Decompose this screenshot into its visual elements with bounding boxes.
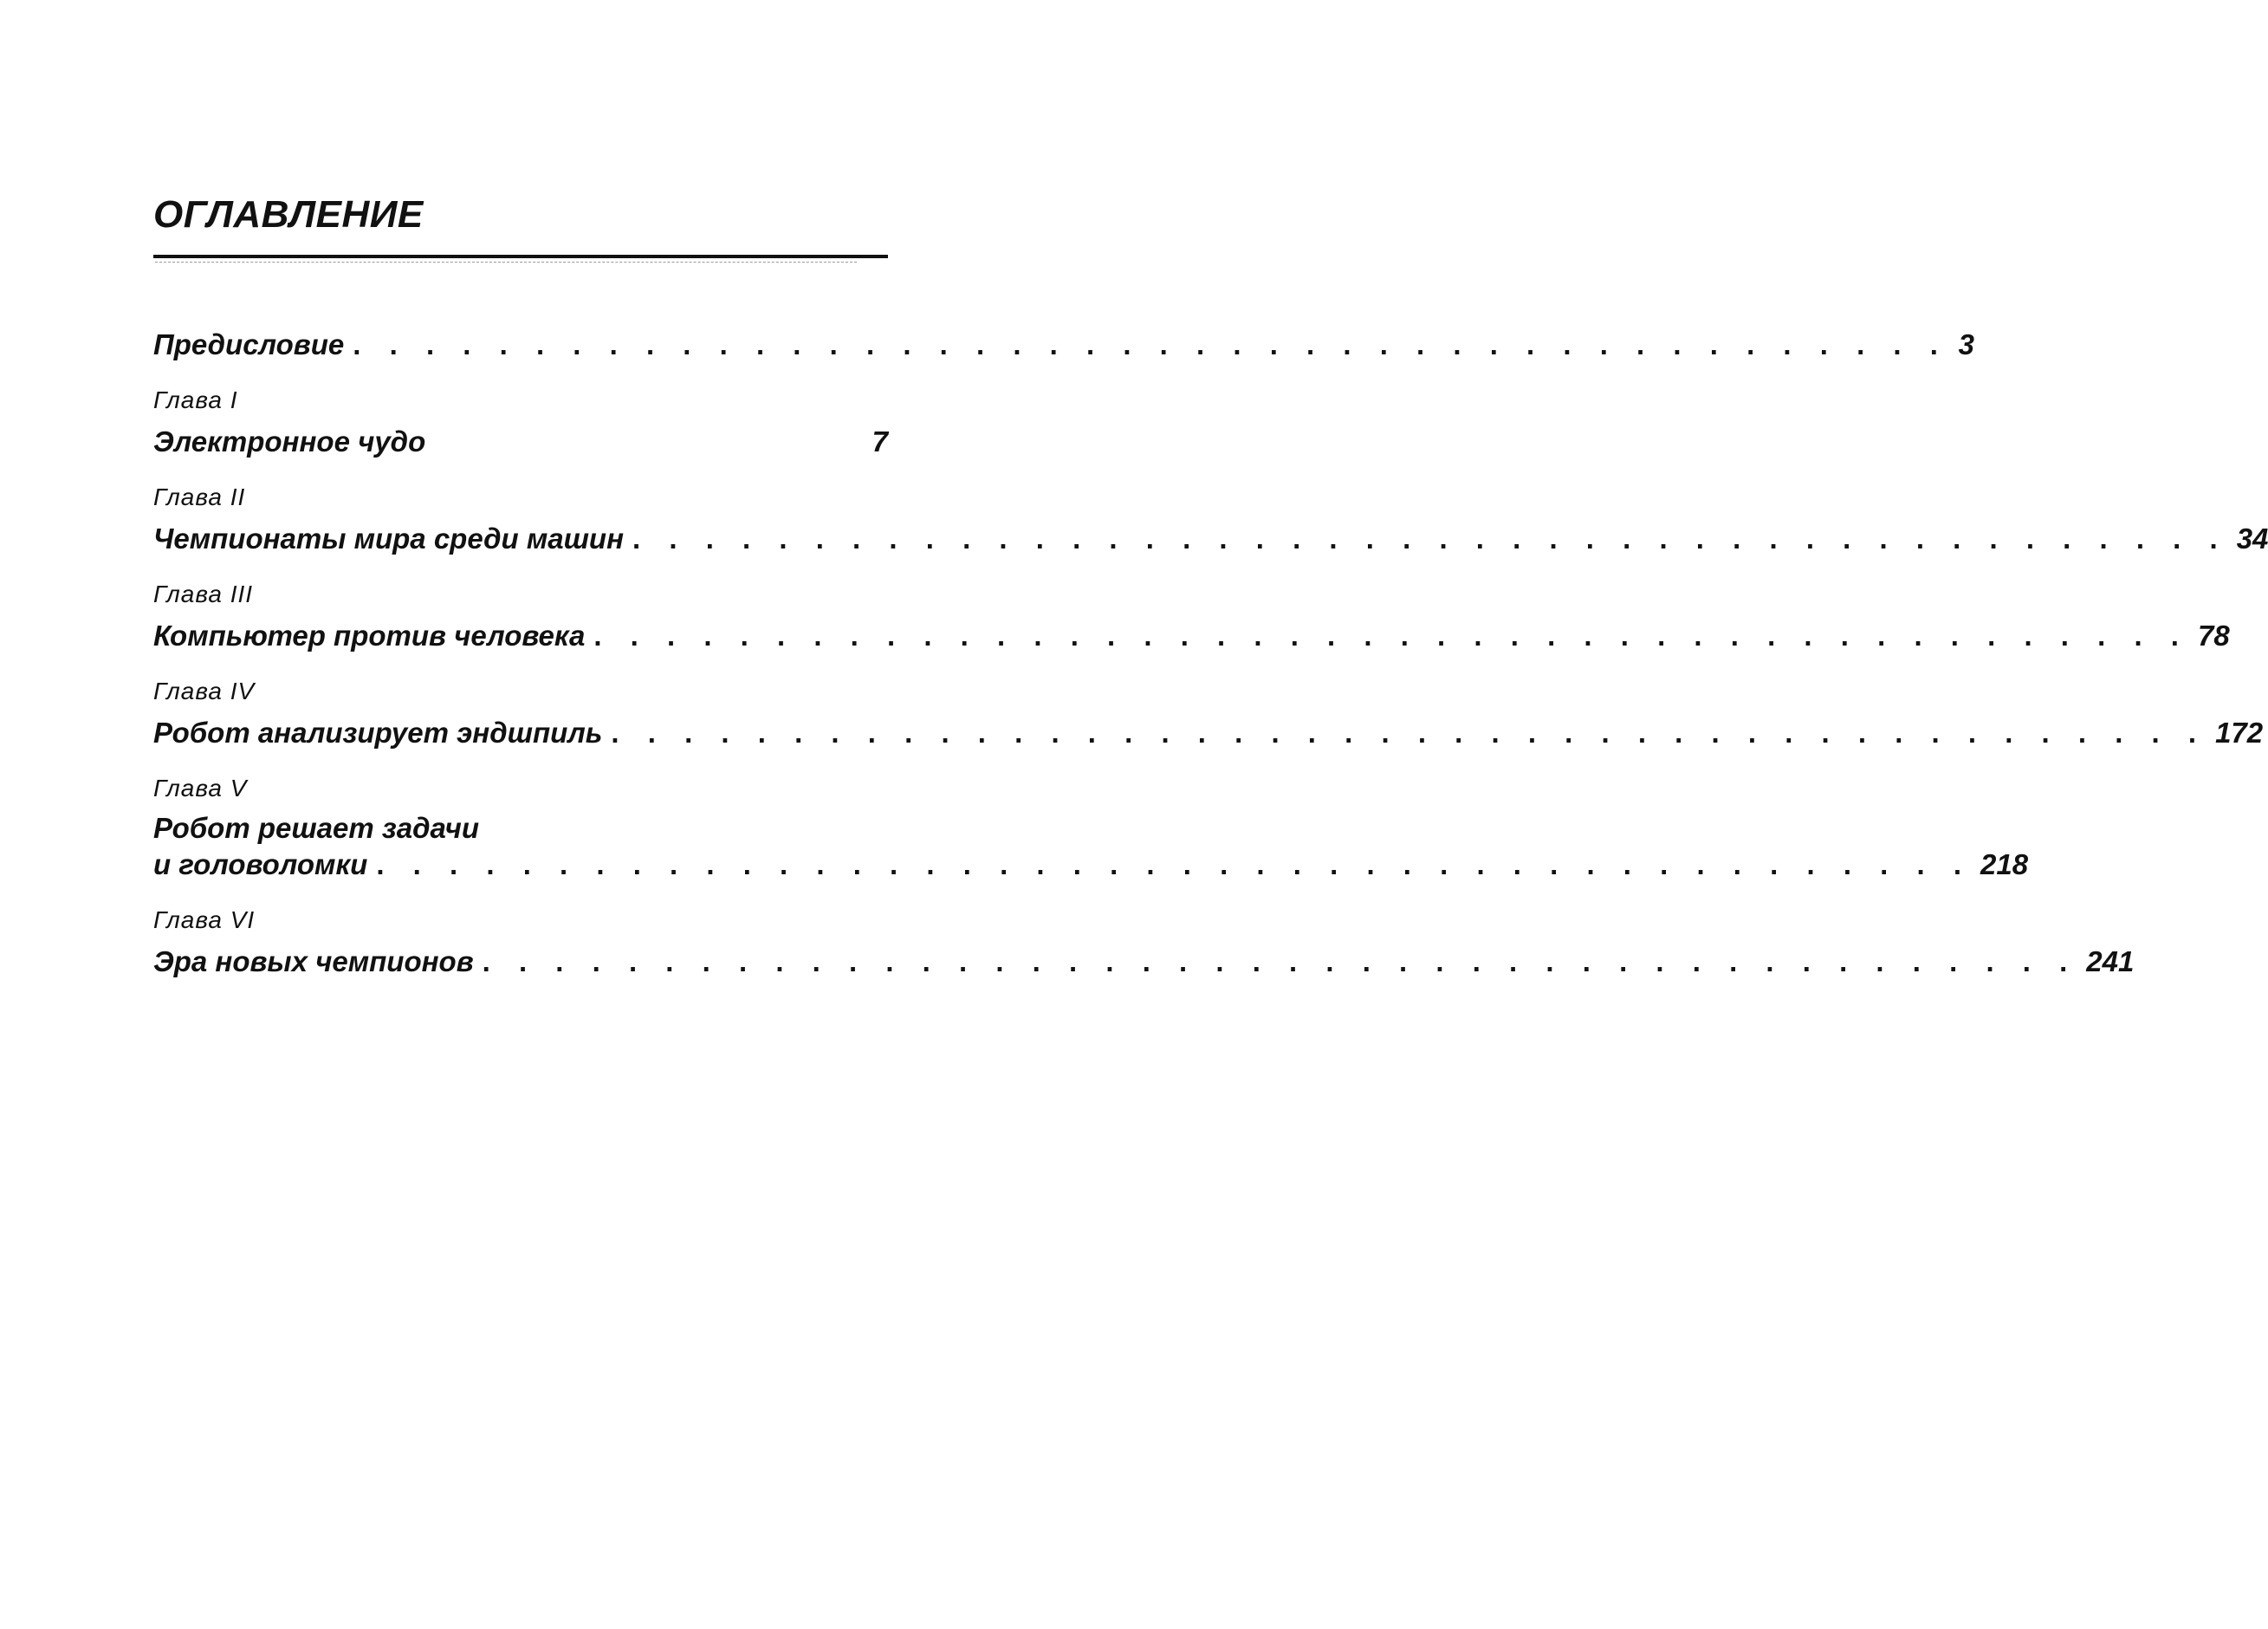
toc-entry-preface[interactable] — [153, 326, 1974, 364]
dot-leader: . . . . . . . . . . . . . . . . . . . . . . . . . . . . . . . . . . . . . . . . . . . . — [482, 945, 2078, 977]
toc-entry-chapter-5[interactable] — [153, 773, 2029, 884]
dot-leader: . . . . . . . . . . . . . . . . . . . . . . . . . . . . . . . . . . . . . . . . . . . . — [376, 848, 1972, 880]
page-number: 78 — [2197, 620, 2230, 652]
entry-title: Предисловие — [153, 328, 345, 360]
page-number: 241 — [2086, 945, 2135, 977]
chapter-label: Глава I — [153, 386, 238, 413]
toc-entry-chapter-4[interactable] — [153, 676, 2264, 752]
entry-title: Чемпионаты мира среди машин — [153, 522, 625, 555]
toc-entry-chapter-1[interactable] — [153, 385, 888, 461]
dot-leader: . . . . . . . . . . . . . . . . . . . . . . . . . . . . . . . . . . . . . . . . . . . . — [632, 522, 2228, 555]
page-title: ОГЛАВЛЕНИЕ — [153, 193, 424, 236]
entry-title-line-2: и головоломки — [153, 848, 368, 880]
dot-leader: . . . . . . . . . . . . . . . . . . . . . . . . . . . . . . . . . . . . . . . . . . . . — [353, 328, 1948, 360]
title-rule-shadow — [155, 262, 857, 263]
entry-title: Компьютер против человека — [153, 620, 586, 652]
toc-page — [153, 0, 2268, 1629]
dot-leader: . . . . . . . . . . . . . . . . . . . . . . . . . . . . . . . . . . . . . . . . . . . . — [593, 620, 2189, 652]
chapter-label: Глава III — [153, 581, 254, 607]
title-rule — [153, 255, 888, 258]
entry-title: Эра новых чемпионов — [153, 945, 474, 977]
page-number: 172 — [2215, 717, 2264, 749]
chapter-label: Глава IV — [153, 678, 256, 704]
toc-list — [153, 326, 2268, 981]
entry-title: Робот анализирует эндшпиль — [153, 717, 603, 749]
chapter-label: Глава II — [153, 484, 246, 510]
toc-entry-chapter-6[interactable] — [153, 905, 2135, 981]
dot-leader: . . . . . . . . . . . . . . . . . . . . . . . . . . . . . . . . . . . . . . . . . . . . — [611, 717, 2207, 749]
page-number: 3 — [1958, 328, 1974, 360]
chapter-label: Глава VI — [153, 906, 256, 933]
entry-title-line-1: Робот решает задачи — [153, 812, 479, 844]
toc-entry-chapter-2[interactable] — [153, 482, 2268, 558]
page-number: 218 — [1980, 848, 2029, 880]
page-number: 34 — [2236, 522, 2268, 555]
page-number: 7 — [872, 425, 888, 458]
chapter-label: Глава V — [153, 775, 248, 802]
toc-entry-chapter-3[interactable] — [153, 579, 2230, 655]
entry-title: Электронное чудо — [153, 425, 426, 458]
